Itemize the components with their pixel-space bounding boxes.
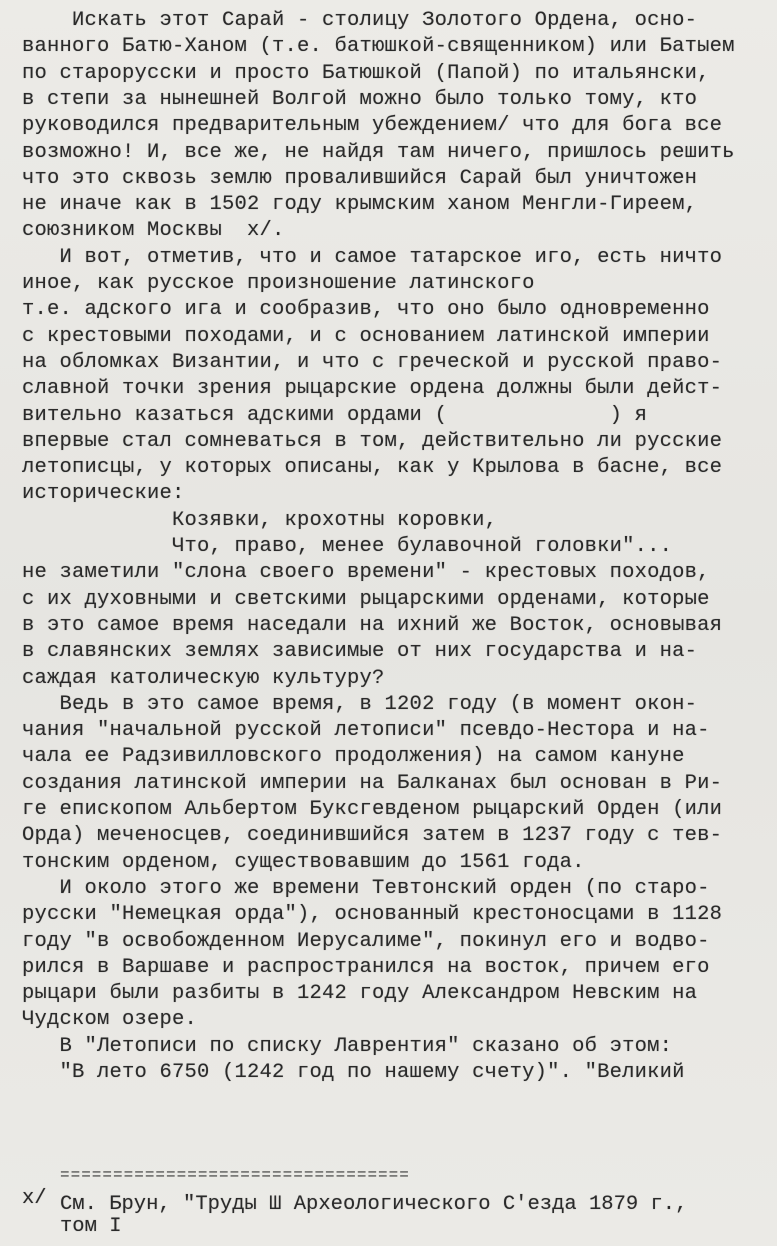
text-line: славной точки зрения рыцарские ордена должны были дейст- [22, 377, 723, 401]
footnote-separator: ================================= [60, 1166, 410, 1184]
text-line: не заметили "слона своего времени" - крестовых походов, [22, 561, 710, 585]
text-line: И вот, отметив, что и самое татарское иго, есть ничто [22, 245, 723, 269]
text-line: "В лето 6750 (1242 год по нашему счету)". "Великий [22, 1061, 685, 1084]
text-line: рыцари были разбиты в 1242 году Александром Невским на [22, 982, 698, 1006]
text-line: Что, право, менее булавочной головки"... [22, 535, 673, 558]
text-line: т.е. адского ига и сообразив, что оно было одновременно [22, 298, 710, 322]
text-line: не иначе как в 1502 году крымским ханом Менгли-Гиреем, [22, 193, 698, 217]
text-line: году "в освобожденном Иерусалиме", покинул его и водво- [22, 929, 710, 953]
text-line: летописцы, у которых описаны, как у Крылова в басне, все [22, 456, 723, 480]
text-line: вительно казаться адскими ордами ( ) я [22, 403, 648, 427]
text-line: с их духовными и светскими рыцарскими орденами, которые [22, 587, 710, 611]
text-line: по старорусски и просто Батюшкой (Папой) по итальянски, [22, 61, 710, 85]
text-line: создания латинской империи на Балканах был основан в Ри- [22, 771, 723, 795]
text-line: в это самое время наседали на ихний же Восток, основывая [22, 613, 723, 637]
text-line: в степи за нынешней Волгой можно было только тому, кто [22, 87, 698, 111]
text-line: на обломках Византии, и что с греческой и русской право- [22, 350, 723, 374]
text-line: в славянских землях зависимые от них государства и на- [22, 640, 698, 664]
text-line: Орда) меченосцев, соединившийся затем в 1237 году с тев- [22, 824, 723, 848]
text-line: союзником Москвы x/. [22, 219, 285, 243]
text-line: В "Летописи по списку Лаврентия" сказано об этом: [22, 1034, 673, 1058]
text-line: иное, как русское произношение латинского [22, 272, 535, 295]
text-line: впервые стал сомневаться в том, действительно ли русские [22, 429, 723, 453]
text-line: ге епископом Альбертом Буксгевденом рыцарский Орден (или [22, 798, 723, 821]
text-line: чала ее Радзивилловского продолжения) на самом кануне [22, 745, 685, 769]
text-line: рился в Варшаве и распространился на восток, причем его [22, 955, 710, 979]
text-line: И около этого же времени Тевтонский орден (по старо- [22, 876, 710, 900]
text-line: Козявки, крохотны коровки, [22, 508, 498, 532]
text-line: с крестовыми походами, и с основанием латинской империи [22, 324, 710, 348]
text-line: Чудском озере. [22, 1008, 198, 1032]
text-line: что это сквозь землю провалившийся Сарай был уничтожен [22, 166, 698, 190]
text-line: исторические: [22, 482, 185, 506]
text-line: русски "Немецкая орда"), основанный крестоносцами в 1128 [22, 903, 723, 927]
text-line: Искать этот Сарай - столицу Золотого Ордена, осно- [22, 9, 698, 32]
text-line: тонским орденом, существовавшим до 1561 года. [22, 850, 585, 874]
text-line: возможно! И, все же, не найдя там ничего, пришлось решить [22, 140, 735, 164]
footnote-line-1: См. Брун, "Труды Ш Археологического С'езда 1879 г., [60, 1193, 688, 1216]
text-line: саждая католическую культуру? [22, 666, 385, 690]
text-line: ванного Батю-Ханом (т.е. батюшкой-священником) или Батыем [22, 35, 735, 59]
footnote-line-2: том I [60, 1215, 122, 1238]
text-line: чания "начальной русской летописи" псевдо-Нестора и на- [22, 719, 710, 743]
text-line: Ведь в это самое время, в 1202 году (в момент окон- [22, 692, 698, 716]
footnote-mark: x/ [22, 1187, 47, 1210]
text-line: руководился предварительным убеждением/ что для бога все [22, 114, 723, 138]
